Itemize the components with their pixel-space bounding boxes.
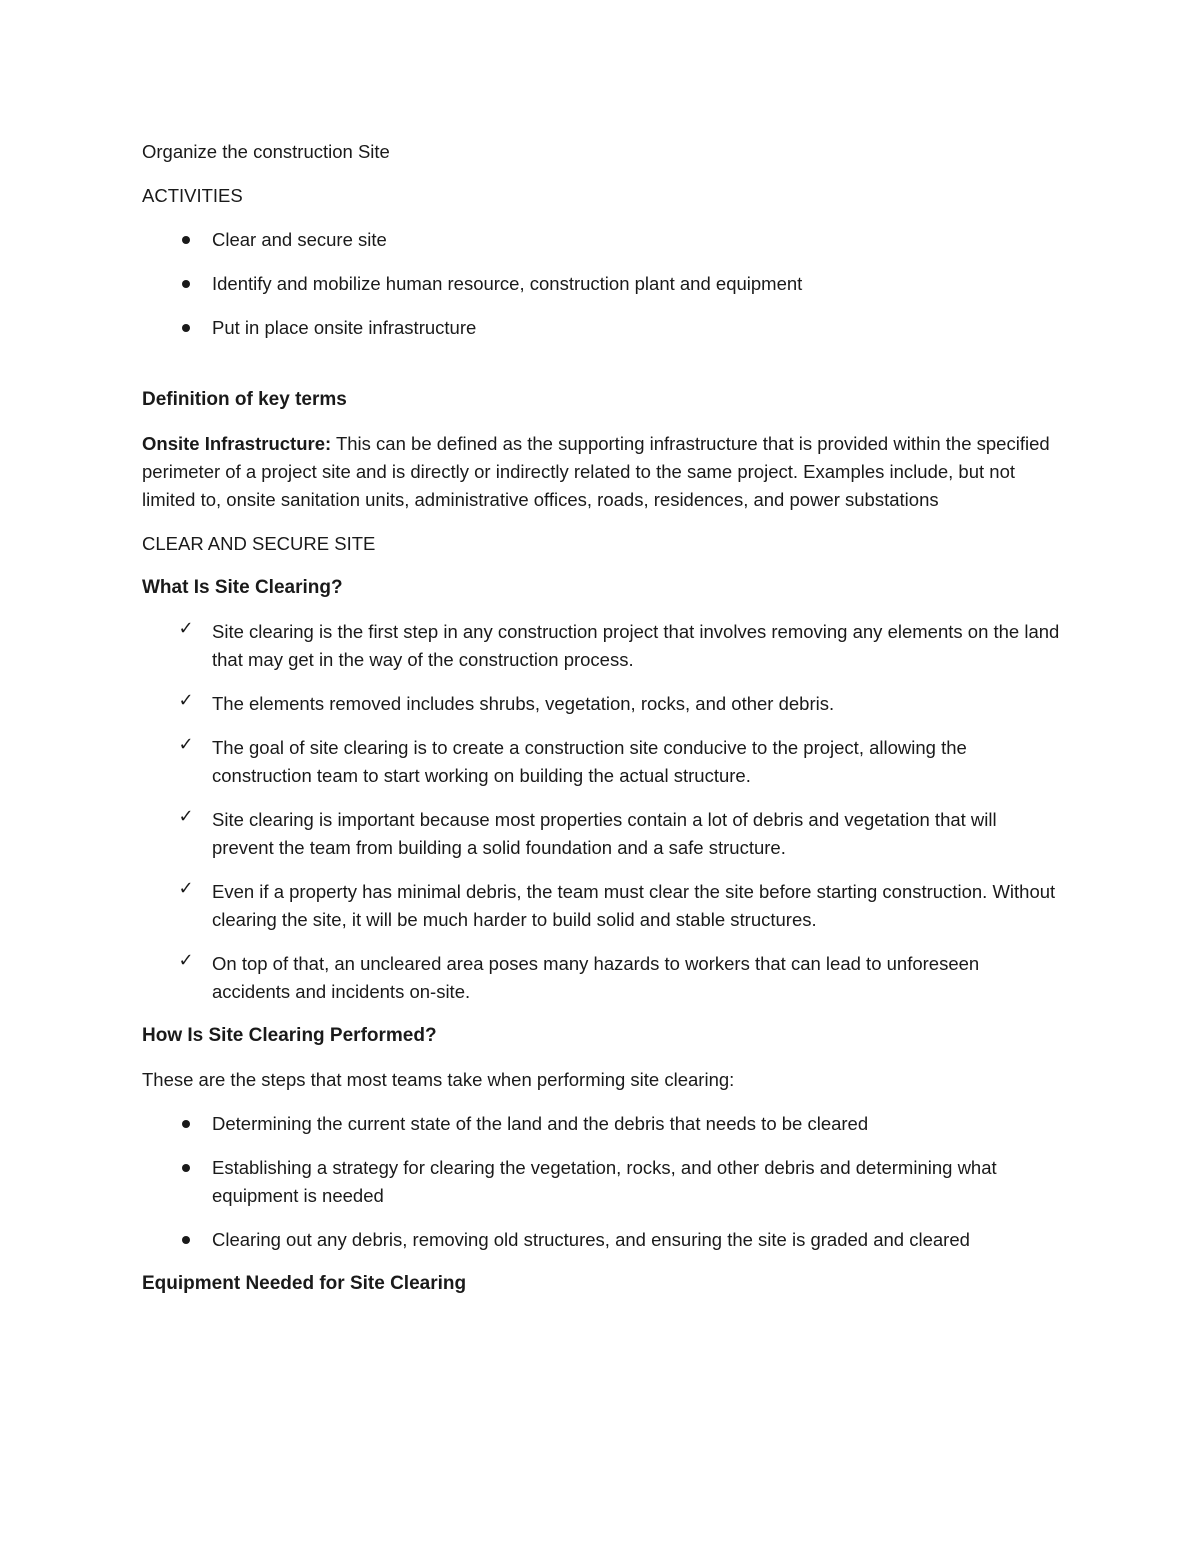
how-steps-list [142, 1110, 1062, 1254]
what-points-list [142, 618, 1062, 1006]
activity-text: Clear and secure site [212, 229, 387, 250]
list-item [142, 226, 1062, 254]
list-item [142, 1154, 1062, 1210]
list-item [142, 878, 1062, 934]
definitions-heading: Definition of key terms [142, 389, 347, 410]
document-page [142, 138, 1062, 1314]
step-text: Determining the current state of the land and the debris that needs to be cleared [212, 1113, 869, 1134]
bullet-icon [176, 226, 196, 254]
point-text: Site clearing is the first step in any construction project that involves removing any elements on the land that may get in the way of the construction process. [212, 621, 1060, 670]
checkmark-icon: ✓ [178, 734, 194, 755]
bullet-icon [176, 1154, 196, 1182]
bullet-icon [176, 1110, 196, 1138]
document-title: Organize the construction Site [142, 141, 390, 162]
clear-secure-label: CLEAR AND SECURE SITE [142, 533, 376, 554]
checkmark-icon: ✓ [178, 690, 194, 711]
checkmark-icon: ✓ [178, 806, 194, 827]
point-text: Even if a property has minimal debris, the team must clear the site before starting construction. Without clearing the site, it will be much harder to build solid and stable structures. [212, 881, 1056, 930]
list-item [142, 806, 1062, 862]
list-item [142, 1110, 1062, 1138]
equipment-heading: Equipment Needed for Site Clearing [142, 1273, 467, 1294]
step-text: Establishing a strategy for clearing the vegetation, rocks, and other debris and determining what equipment is needed [212, 1157, 997, 1206]
onsite-term: Onsite Infrastructure: [142, 433, 332, 454]
bullet-icon [176, 270, 196, 298]
activity-text: Put in place onsite infrastructure [212, 317, 477, 338]
point-text: The goal of site clearing is to create a construction site conducive to the project, allowing the construction team to start working on building the actual structure. [212, 737, 967, 786]
checkmark-icon: ✓ [178, 618, 194, 639]
list-item [142, 690, 1062, 718]
list-item [142, 1226, 1062, 1254]
how-intro: These are the steps that most teams take when performing site clearing: [142, 1069, 735, 1090]
onsite-definition: This can be defined as the supporting infrastructure that is provided within the specified perimeter of a project site and is directly or indirectly related to the same project. Examples include, but not limited to, onsite sanitation units, administrative offices, roads, residences, and power substations [142, 433, 1050, 510]
checkmark-icon: ✓ [178, 878, 194, 899]
point-text: On top of that, an uncleared area poses many hazards to workers that can lead to unforeseen accidents and incidents on-site. [212, 953, 980, 1002]
point-text: The elements removed includes shrubs, vegetation, rocks, and other debris. [212, 693, 835, 714]
point-text: Site clearing is important because most properties contain a lot of debris and vegetation that will prevent the team from building a solid foundation and a safe structure. [212, 809, 997, 858]
activities-label: ACTIVITIES [142, 185, 243, 206]
bullet-icon [176, 1226, 196, 1254]
list-item [142, 950, 1062, 1006]
how-heading: How Is Site Clearing Performed? [142, 1025, 437, 1046]
list-item [142, 270, 1062, 298]
list-item [142, 618, 1062, 674]
what-heading: What Is Site Clearing? [142, 577, 343, 598]
step-text: Clearing out any debris, removing old structures, and ensuring the site is graded and cleared [212, 1229, 970, 1250]
activities-list [142, 226, 1062, 342]
activity-text: Identify and mobilize human resource, construction plant and equipment [212, 273, 803, 294]
onsite-definition-paragraph [142, 430, 1062, 514]
list-item [142, 734, 1062, 790]
bullet-icon [176, 314, 196, 342]
list-item [142, 314, 1062, 342]
checkmark-icon: ✓ [178, 950, 194, 971]
